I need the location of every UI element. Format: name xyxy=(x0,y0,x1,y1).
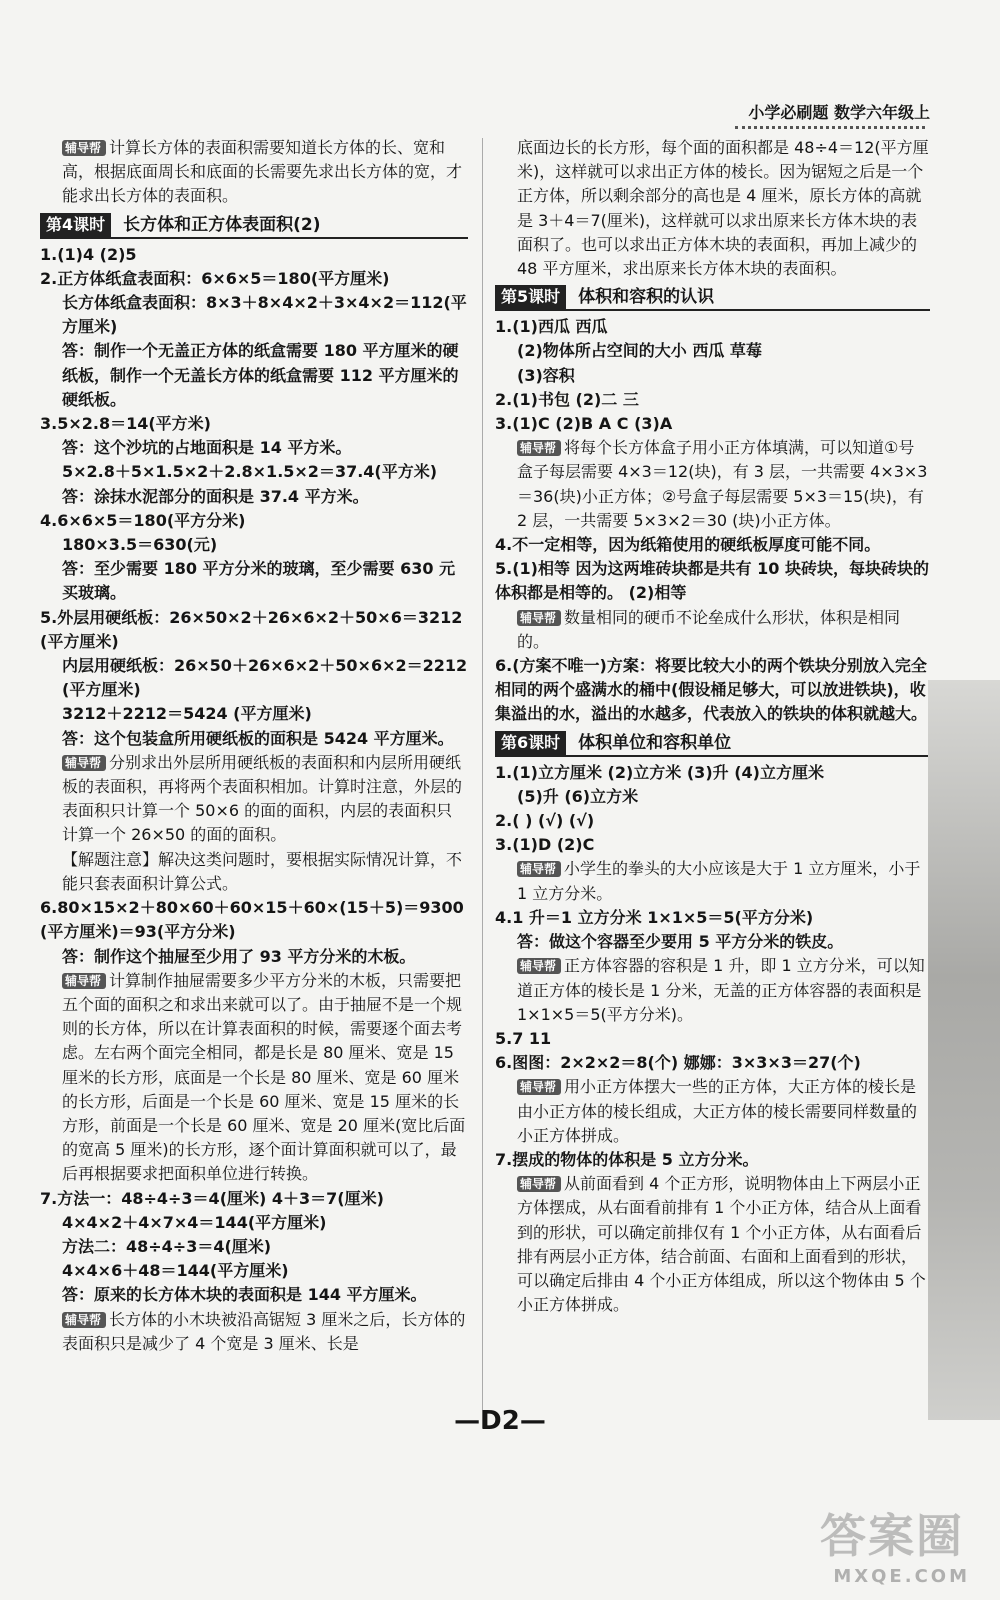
lesson-title: 长方体和正方体表面积(2) xyxy=(123,214,321,235)
answer-4: 4.不一定相等，因为纸箱使用的硬纸板厚度可能不同。 xyxy=(495,535,881,555)
answer-4-line: 4.6×6×5＝180(平方分米) xyxy=(40,510,246,530)
answer-2: 2.(1)书包 (2)二 三 xyxy=(495,389,639,409)
answer-7-line: 4×4×2＋4×7×4＝144(平方厘米) xyxy=(62,1212,327,1232)
answer-3: 3.(1)D (2)C xyxy=(495,835,595,855)
tip-text: 计算制作抽屉需要多少平方分米的木板，只需要把五个面的面积之和求出来就可以了。由于抽屉不是一个规则的长方体，所以在计算表面积的时候，需要逐个面去考虑。左右两个面完全相同，都是长是 80 厘米、宽是 15 厘米的长方形，底面是一个长是 80 厘米、宽是 60 厘米的长方形，后面是一个长是 60 厘米、宽是 15 厘米的长方形，前面是一个长是 60 厘米、宽是 20 厘米(宽比后面的宽高 5 厘米)的长方形，逐个面计算面积就可以了，最后再根据要求把面积单位进行转换。 xyxy=(62,970,466,1184)
tip-tag: 辅导帮 xyxy=(517,1079,561,1095)
tip-intro xyxy=(40,136,468,209)
answer-3-line: 答：这个沙坑的占地面积是 14 平方米。 xyxy=(62,438,352,458)
answer-4-line: 4.1 升＝1 立方分米 1×1×5＝5(平方分米) xyxy=(495,907,814,927)
tip-text: 数量相同的硬币不论垒成什么形状，体积是相同的。 xyxy=(517,607,901,651)
answer-3-line: 5×2.8＋5×1.5×2＋2.8×1.5×2＝37.4(平方米) xyxy=(62,462,438,482)
answer-3-line: 答：涂抹水泥部分的面积是 37.4 平方米。 xyxy=(62,486,369,506)
tip-tag: 辅导帮 xyxy=(517,861,561,877)
answer-7-line: 7.方法一：48÷4÷3＝4(厘米) 4＋3＝7(厘米) xyxy=(40,1188,384,1208)
tip-tag: 辅导帮 xyxy=(517,1176,561,1192)
tip-text: 分别求出外层所用硬纸板的表面积和内层所用硬纸板的表面积，再将两个表面积相加。计算时注意，外层的表面积只计算一个 50×6 的面的面积，内层的表面积只计算一个 26×50 的面的面积。 xyxy=(62,752,463,845)
answer-6: 6.图图：2×2×2＝8(个) 娜娜：3×3×3＝27(个) xyxy=(495,1053,861,1073)
answer-4-line: 180×3.5＝630(元) xyxy=(62,535,218,555)
answer-5: 5.(1)相等 因为这两堆砖块都是共有 10 块砖块，每块砖块的体积都是相等的。 (2)相等 xyxy=(495,559,929,603)
tip-text: 长方体的小木块被沿高锯短 3 厘米之后，长方体的表面积只是减少了 4 个宽是 3 厘米、长是 xyxy=(62,1309,466,1353)
note-5: 【解题注意】解决这类问题时，要根据实际情况计算，不能只套表面积计算公式。 xyxy=(62,849,463,893)
tip-tag: 辅导帮 xyxy=(62,1312,106,1328)
answer-5-line: 3212＋2212＝5424 (平方厘米) xyxy=(62,704,312,724)
tip-text: 正方体容器的容积是 1 升，即 1 立方分米，可以知道正方体的棱长是 1 分米，无盖的正方体容器的表面积是 1×1×5＝5(平方分米)。 xyxy=(517,956,925,1024)
tip-tag: 辅导帮 xyxy=(517,958,561,974)
lesson-5-header xyxy=(495,283,930,311)
answer-1-line: (5)升 (6)立方米 xyxy=(517,786,639,806)
tip-4 xyxy=(495,954,930,1027)
tip-5 xyxy=(495,606,930,654)
answer-6: 6.(方案不唯一)方案：将要比较大小的两个铁块分别放入完全相同的两个盛满水的桶中(假设桶足够大，可以放进铁块)，收集溢出的水，溢出的水越多，代表放入的铁块的体积就越大。 xyxy=(495,656,928,724)
page-header: 小学必刷题 数学六年级上 xyxy=(748,103,930,122)
answer-4-line: 答：至少需要 180 平方分米的玻璃，至少需要 630 元买玻璃。 xyxy=(62,559,456,603)
left-column xyxy=(40,136,468,1356)
lesson-title: 体积和容积的认识 xyxy=(578,287,715,308)
tip-tag: 辅导帮 xyxy=(517,440,561,456)
watermark-text: 答案圈 xyxy=(820,1509,964,1563)
tip-7-continued: 底面边长的长方形，每个面的面积都是 48÷4＝12(平方厘米)，这样就可以求出正方体的棱长。因为锯短之后是一个正方体，所以剩余部分的高也是 4 厘米，原长方体的高就是 3＋4＝7(厘米)，这样就可以求出原来长方体木块的表面积了。也可以求出正方体木块的表面积，再加上减少的 48 平方厘米，求出原来长方体木块的表面积。 xyxy=(517,138,929,279)
answer-1: 1.(1)4 (2)5 xyxy=(40,244,137,264)
tip-3 xyxy=(495,857,930,905)
lesson-title: 体积单位和容积单位 xyxy=(578,732,732,753)
tip-text: 从前面看到 4 个正方形，说明物体由上下两层小正方体摆成，从右面看前排有 1 个小正方体，结合从上面看到的形状，可以确定前排仅有 1 个小正方体，从右面看后排有两层小正方体，结合前面、右面和上面看到的形状，可以确定后排由 4 个小正方体组成，所以这个物体由 5 个小正方体拼成。 xyxy=(517,1174,926,1315)
answer-4-line: 答：做这个容器至少要用 5 平方分米的铁皮。 xyxy=(517,932,844,952)
tip-text: 计算长方体的表面积需要知道长方体的长、宽和高，根据底面周长和底面的长需要先求出长方体的宽，才能求出长方体的表面积。 xyxy=(62,138,463,206)
answer-2-line: 长方体纸盒表面积：8×3＋8×4×2＋3×4×2＝112(平方厘米) xyxy=(62,293,467,337)
answer-5-line: 答：这个包装盒所用硬纸板的面积是 5424 平方厘米。 xyxy=(62,728,454,748)
tip-tag: 辅导帮 xyxy=(62,755,106,771)
header-dotted-rule xyxy=(735,126,925,129)
lesson-badge: 第5课时 xyxy=(495,285,566,309)
tip-3 xyxy=(495,436,930,533)
answer-2-conclusion: 答：制作一个无盖正方体的纸盒需要 180 平方厘米的硬纸板，制作一个无盖长方体的纸盒需要 112 平方厘米的硬纸板。 xyxy=(62,341,459,409)
tip-7 xyxy=(495,1172,930,1317)
answer-2: 2.( ) (√) (√) xyxy=(495,811,595,831)
lesson-badge: 第6课时 xyxy=(495,731,566,755)
answer-6-line: 6.80×15×2＋80×60＋60×15＋60×(15＋5)＝9300 (平方厘米)＝93(平方分米) xyxy=(40,898,464,942)
watermark-url: MXQE.COM xyxy=(833,1566,970,1587)
answer-3: 3.(1)C (2)B A C (3)A xyxy=(495,414,673,434)
tip-tag: 辅导帮 xyxy=(517,610,561,626)
right-column xyxy=(495,136,930,1317)
column-divider xyxy=(482,138,483,1428)
watermark-logo xyxy=(820,1500,990,1590)
tip-7 xyxy=(40,1308,468,1356)
answer-7-line: 4×4×6＋48＝144(平方厘米) xyxy=(62,1261,289,1281)
answer-7-line: 答：原来的长方体木块的表面积是 144 平方厘米。 xyxy=(62,1285,427,1305)
answer-5-line: 5.外层用硬纸板：26×50×2＋26×6×2＋50×6＝3212 (平方厘米) xyxy=(40,607,463,651)
tip-5 xyxy=(40,751,468,848)
answer-1-line: 1.(1)西瓜 西瓜 xyxy=(495,317,608,337)
tip-text: 用小正方体摆大一些的正方体，大正方体的棱长是由小正方体的棱长组成，大正方体的棱长需要同样数量的小正方体拼成。 xyxy=(517,1077,918,1145)
page-number: —D2— xyxy=(454,1406,546,1436)
tip-text: 小学生的拳头的大小应该是大于 1 立方厘米，小于 1 立方分米。 xyxy=(517,859,921,903)
tip-6 xyxy=(40,969,468,1187)
page-edge-texture xyxy=(928,680,1000,1420)
answer-1-line: 1.(1)立方厘米 (2)立方米 (3)升 (4)立方厘米 xyxy=(495,762,824,782)
answer-2-line: 2.正方体纸盒表面积：6×6×5＝180(平方厘米) xyxy=(40,268,390,288)
answer-5-line: 内层用硬纸板：26×50＋26×6×2＋50×6×2＝2212 (平方厘米) xyxy=(62,656,468,700)
answer-7-line: 方法二：48÷4÷3＝4(厘米) xyxy=(62,1236,272,1256)
answer-5: 5.7 11 xyxy=(495,1028,552,1048)
tip-tag: 辅导帮 xyxy=(62,140,106,156)
answer-7: 7.摆成的物体的体积是 5 立方分米。 xyxy=(495,1149,759,1169)
lesson-6-header xyxy=(495,729,930,757)
answer-1-line: (3)容积 xyxy=(517,365,575,385)
answer-1-line: (2)物体所占空间的大小 西瓜 草莓 xyxy=(517,341,762,361)
lesson-badge: 第4课时 xyxy=(40,213,111,237)
tip-6 xyxy=(495,1075,930,1148)
tip-tag: 辅导帮 xyxy=(62,973,106,989)
lesson-4-header xyxy=(40,211,468,239)
answer-6-line: 答：制作这个抽屉至少用了 93 平方分米的木板。 xyxy=(62,946,416,966)
answer-3-line: 3.5×2.8＝14(平方米) xyxy=(40,414,211,434)
tip-text: 将每个长方体盒子用小正方体填满，可以知道①号盒子每层需要 4×3＝12(块)，有 3 层，一共需要 4×3×3＝36(块)小正方体；②号盒子每层需要 5×3＝15(块)，有 2 层，一共需要 5×3×2＝30 (块)小正方体。 xyxy=(517,438,928,530)
